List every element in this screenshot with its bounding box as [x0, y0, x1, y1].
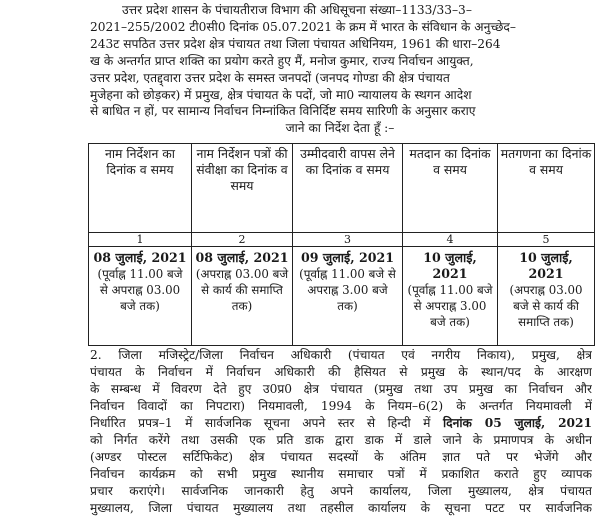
para2-line: पंचायत के निर्वाचन में निर्वाचन अधिकारी की हैसियत से प्रमुख के स्थान/पद के आरक्षण	[90, 365, 592, 379]
polling-cell	[403, 247, 498, 346]
scrutiny-cell	[192, 247, 293, 346]
intro-line: 243ट सपठित उत्तर प्रदेश क्षेत्र पंचायत तथा जिला पंचायत अधिनियम, 1961 की धारा–264	[90, 36, 501, 51]
paragraph-2	[90, 347, 592, 517]
table-header-row	[89, 144, 595, 233]
column-number: 3	[293, 233, 403, 247]
para2-line: 2. जिला मजिस्ट्रेट/जिला निर्वाचन अधिकारी (पंचायत एवं नगरीय निकाय), प्रमुख, क्षेत्र	[90, 348, 592, 362]
intro-line: जाने का निर्देश देता हूँ :–	[285, 121, 395, 136]
publication-date: दिनांक 05 जुलाई, 2021	[442, 416, 592, 430]
header-withdrawal: उम्मीदवारी वापस लेने का दिनांक व समय	[293, 144, 403, 233]
intro-line: से बाधित न हों, पर सामान्य निर्वाचन निम्नांकित विनिर्दिष्ट समय सारिणी के अनुसार कराए	[90, 104, 476, 119]
column-number: 5	[498, 233, 595, 247]
para2-line: मुख्यालय, जिला पंचायत मुख्यालय तथा तहसील कार्यालय के सूचना पटट पर सार्वजनिक	[90, 501, 592, 515]
column-number: 4	[403, 233, 498, 247]
scrutiny-date: 08 जुलाई, 2021	[195, 250, 289, 265]
election-schedule-table	[88, 143, 595, 346]
header-nomination: नाम निर्देशन का दिनांक व समय	[89, 144, 192, 233]
para2-line-prefix: निर्धारित प्रपत्र–1 में सार्वजनिक सूचना अपने स्तर से हिन्दी में	[90, 416, 443, 430]
intro-line: मुजेहना को छोड़कर) में प्रमुख, क्षेत्र पंचायत के पदों, जो मा0 न्यायालय के स्थगन आदेश	[90, 87, 472, 102]
header-counting: मतगणना का दिनांक व समय	[498, 144, 595, 233]
counting-cell	[498, 247, 595, 346]
para2-line: के सम्बन्ध में विवरण देते हुए उ0प्र0 क्षेत्र पंचायत (प्रमुख तथा उप प्रमुख का निर्वाचन और	[90, 382, 592, 396]
table-row	[89, 247, 595, 346]
withdrawal-date: 09 जुलाई, 2021	[300, 250, 395, 265]
polling-time: (पूर्वाह्न 11.00 बजे से अपराह्न 3.00 बजे तक)	[407, 283, 493, 329]
withdrawal-cell	[293, 247, 403, 346]
intro-paragraph	[90, 2, 590, 137]
nomination-date: 08 जुलाई, 2021	[93, 250, 187, 265]
table-number-row	[89, 233, 595, 247]
polling-date: 10 जुलाई, 2021	[423, 250, 477, 281]
intro-line: उत्तर प्रदेश, एतद्द्वारा उत्तर प्रदेश के समस्त जनपदों (जनपद गोण्डा की क्षेत्र पंचायत	[90, 70, 450, 85]
withdrawal-time: (पूर्वाह्न 11.00 बजे से अपराह्न 3.00 बजे तक)	[299, 267, 396, 313]
counting-date: 10 जुलाई, 2021	[519, 250, 573, 281]
column-number: 2	[192, 233, 293, 247]
para2-line: निर्वाचन कार्यक्रम को सभी प्रमुख स्थानीय समाचार पत्रों में प्रकाशित कराते हुए व्यापक	[90, 467, 592, 481]
para2-line: प्रचार कराएंगे। सार्वजनिक जानकारी हेतु अपने कार्यालय, जिला मुख्यालय, क्षेत्र पंचायत	[90, 484, 592, 498]
para2-line: निर्वाचन विवादों का निपटारा) नियमावली, 1994 के नियम–6(2) के अन्तर्गत नियमावली में	[90, 399, 592, 413]
counting-time: (अपराह्न 03.00 बजे से कार्य की समाप्ति तक)	[509, 283, 583, 329]
column-number: 1	[89, 233, 192, 247]
scrutiny-time: (अपराह्न 03.00 बजे से कार्य की समाप्ति तक)	[195, 267, 289, 313]
para2-line-with-date	[90, 415, 592, 432]
intro-line: ख के अन्तर्गत प्राप्त शक्ति का प्रयोग करते हुए मैं, मनोज कुमार, राज्य निर्वाचन आयुक्त,	[90, 53, 474, 68]
intro-line: उत्तर प्रदेश शासन के पंचायतीराज विभाग की अधिसूचना संख्या–1133/33–3–	[122, 3, 472, 17]
header-polling: मतदान का दिनांक व समय	[403, 144, 498, 233]
intro-line: 2021–255/2002 टी0सी0 दिनांक 05.07.2021 के क्रम में भारत के संविधान के अनुच्छेद–	[90, 19, 516, 34]
header-scrutiny: नाम निर्देशन पत्रों की संवीक्षा का दिनांक व समय	[192, 144, 293, 233]
nomination-time: (पूर्वाह्न 11.00 बजे से अपराह्न 03.00 बजे तक)	[97, 267, 183, 313]
para2-line: को निर्गत करेंगे तथा उसकी एक प्रति डाक द्वारा डाक में डाले जाने के प्रमाणपत्र के अधीन	[90, 433, 592, 447]
nomination-cell	[89, 247, 192, 346]
para2-line: (अण्डर पोस्टल सर्टिफिकेट) क्षेत्र पंचायत सदस्यों के अंतिम ज्ञात पते पर भेजेंगे और	[90, 450, 592, 464]
